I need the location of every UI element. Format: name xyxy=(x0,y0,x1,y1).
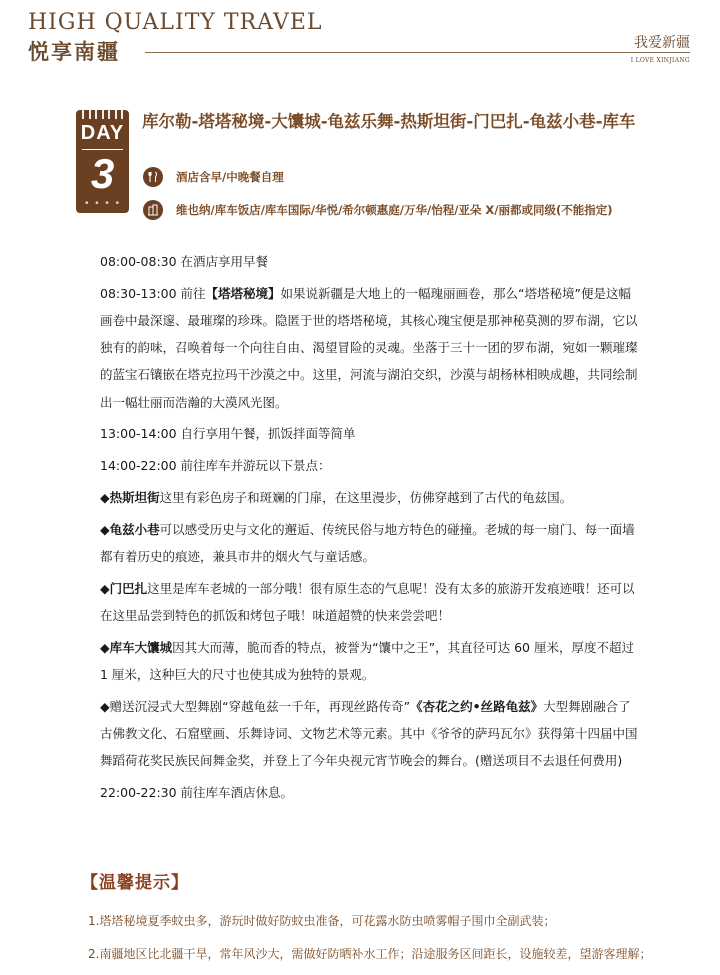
schedule-item: ◆热斯坦街这里有彩色房子和斑斓的门扉，在这里漫步，仿佛穿越到了古代的龟兹国。 xyxy=(100,490,573,505)
day-number: 3 xyxy=(90,150,115,197)
dots-icon: • • • • xyxy=(84,199,121,209)
meals-row xyxy=(143,167,284,187)
schedule-body xyxy=(100,248,640,811)
schedule-item: 13:00-14:00 自行享用午餐，抓饭拌面等简单 xyxy=(100,426,356,442)
slogan-chinese: 我爱新疆 xyxy=(634,35,690,51)
brand-english: HIGH QUALITY TRAVEL xyxy=(28,10,323,35)
meals-text: 酒店含早/中晚餐自理 xyxy=(176,170,284,184)
day-badge xyxy=(76,110,129,213)
header-divider xyxy=(145,52,690,53)
tip-item: 1.塔塔秘境夏季蚊虫多，游玩时做好防蚊虫准备，可花露水防虫喷雾帽子围巾全副武装； xyxy=(88,914,556,928)
schedule-item: ◆库车大馕城因其大而薄，脆而香的特点，被誉为“馕中之王”，其直径可达 60 厘米，厚度不超过 1 厘米，这种巨大的尺寸也使其成为独特的景观。 xyxy=(100,639,634,682)
hotel-text: 维也纳/库车饭店/库车国际/华悦/希尔顿惠庭/万华/怡程/亚朵 X/丽都或同级(不能指定) xyxy=(176,203,613,217)
day-label: DAY xyxy=(80,122,125,144)
hotel-building-icon xyxy=(143,200,163,220)
cutlery-icon xyxy=(143,167,163,187)
route-title: 库尔勒-塔塔秘境-大馕城-龟兹乐舞-热斯坦街-门巴扎-龟兹小巷-库车 xyxy=(142,112,636,131)
tips-list xyxy=(88,905,688,971)
calendar-binding-icon xyxy=(82,110,123,120)
schedule-item: 08:30-13:00 前往【塔塔秘境】如果说新疆是大地上的一幅瑰丽画卷，那么“塔塔秘境”便是这幅画卷中最深邃、最璀璨的珍珠。隐匿于世的塔塔秘境，其核心瑰宝便是那神秘莫测的罗布湖，它以独有的韵味，召唤着每一个向往自由、渴望冒险的灵魂。坐落于三十一团的罗布湖，宛如一颗璀璨的蓝宝石镶嵌在塔克拉玛干沙漠之中。这里，河流与湖泊交织，沙漠与胡杨林相映成趣，共同绘制出一幅壮丽而浩瀚的大漠风光图。 xyxy=(100,285,638,410)
tips-title: 【温馨提示】 xyxy=(81,873,189,893)
schedule-item: ◆赠送沉浸式大型舞剧“穿越龟兹一千年，再现丝路传奇”《杏花之约•丝路龟兹》大型舞剧融合了古佛教文化、石窟壁画、乐舞诗词、文物艺术等元素。其中《爷爷的萨玛瓦尔》获得第十四届中国舞蹈荷花奖民族民间舞金奖，并登上了今年央视元宵节晚会的舞台。(赠送项目不去退任何费用) xyxy=(100,698,638,769)
schedule-item: ◆门巴扎这里是库车老城的一部分哦！很有原生态的气息呢！没有太多的旅游开发痕迹哦！还可以在这里品尝到特色的抓饭和烤包子哦！味道超赞的快来尝尝吧！ xyxy=(100,580,635,623)
schedule-item: 08:00-08:30 在酒店享用早餐 xyxy=(100,254,269,269)
hotel-row xyxy=(143,200,612,220)
brand-chinese: 悦享南疆 xyxy=(28,39,120,64)
schedule-item: 22:00-22:30 前往库车酒店休息。 xyxy=(100,785,294,800)
slogan-english: I LOVE XINJIANG xyxy=(630,57,690,64)
schedule-item: ◆龟兹小巷可以感受历史与文化的邂逅、传统民俗与地方特色的碰撞。老城的每一扇门、每一面墙都有着历史的痕迹，兼具市井的烟火气与童话感。 xyxy=(100,521,635,564)
tip-item: 2.南疆地区比北疆干旱，常年风沙大，需做好防晒补水工作；沿途服务区间距长，设施较差，望游客理解； xyxy=(88,947,652,961)
schedule-item: 14:00-22:00 前往库车并游玩以下景点： xyxy=(100,458,331,474)
